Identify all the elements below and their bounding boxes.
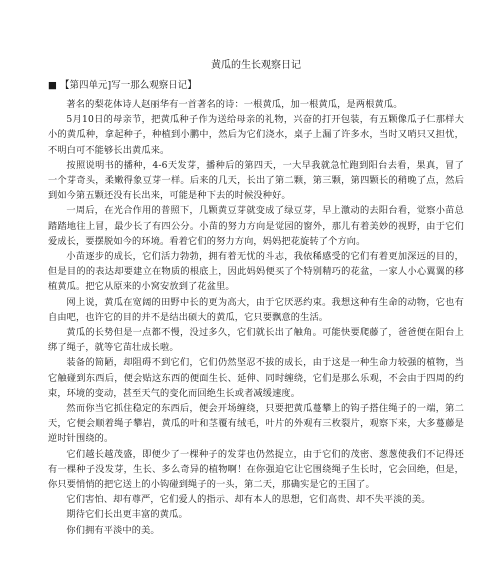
paragraph: 著名的梨花体诗人赵丽华有一首著名的诗：一根黄瓜，加一根黄瓜，是两根黄瓜。 — [66, 99, 403, 110]
paragraph: 期待它们长出更丰富的黄瓜。 — [66, 509, 188, 521]
paragraph: 网上说，黄瓜在宽阔的田野中长的更为高大，由于它厌恶约束。我想这种有生命的动物，它也有自由吧，也许它的目的并不是结出硕大的黄瓜，它只要飘意的生活。 — [48, 296, 464, 323]
section-heading — [48, 80, 197, 92]
paragraph: 一周后，在光合作用的普照下，几颗黄豆芽就变成了绿豆芽，早上激动的去阳台看，觉察小苗总踏踏地往上冒，最少长了有四公分。小苗的努力方向是觉园的窗外，那儿有着美妙的视野，由于它们爱成长，要摆脱如今的环境。看着它们的努力方向，妈妈把花旋转了个方向。 — [48, 205, 464, 247]
paragraph: 它们害怕、却有尊严，它们爱人的指示、却有本人的思想，它们高贵、却不失平淡的美。 — [66, 494, 431, 506]
paragraph: 你们拥有平淡中的美。 — [66, 524, 160, 536]
bullet-marker-icon: ■ — [48, 80, 57, 91]
paragraph: 黄瓜的长势但是一点都不慢，没过多久，它们就长出了触角。可能快要爬藤了，爸爸便在阳台上绑了绳子，就等它苗壮成长啦。 — [48, 327, 464, 354]
document-title: 黄瓜的生长观察日记 — [211, 60, 301, 71]
section-heading-text: 【第四单元]写一那么观察日记】 — [60, 80, 197, 91]
paragraph: 小苗逐步的成长，它们活力勃勃，拥有着无忧的斗志，我依稀感受的它们有着更加深远的目的，但是目的的表达却要建立在物质的根底上，因此妈妈便买了个特别精巧的花盆，一家人小心翼翼的移植黄瓜。把它从原来的小窝安放到了花盆里。 — [48, 251, 464, 293]
paragraph: 5月10日的母亲节，把黄瓜种子作为送给母亲的礼物，兴奋的打开包装，有五颗像瓜子仁那样大小的黄瓜种，拿起种子，种植到小鹏中，然后为它们浇水，桌子上漏了许多水，当时又哨只又担忧，不明白可不能够长出黄瓜来。 — [48, 114, 464, 156]
paragraph: 它们越长越茂盛，即便少了一棵种子的发芽也仍然捉立，由于它们的茂密、葱葱使我们不记得还有一棵种子没发芽，生长、多么奇异的植物啊！在你强迫它让它围绕绳子生长时，它会回绝，但是，你只要悄悄的把它送上的小钩碰到绳子的一头，第二天，那确实是它的王国了。 — [48, 448, 464, 491]
paragraph: 然而你当它抓住稳定的东西后，便会开场缠绕，只要把黄瓜蔓攀上的钩子搭住绳子的一端，第二天，它便会顺着绳子攀岩，黄瓜的叶和茎覆有绒毛，叶片的外观有三枚裂片，观察下来，大多蔓藤是逆时针围绕的。 — [48, 403, 464, 445]
paragraph: 按照说明书的播种，4-6天发芽，播种后的第四天，一大早我就急忙跑到阳台去看，果真，冒了一个芽奇头，柔嫩得象豆芽一样。后来的几天，长出了第二颗，第三颗，第四颗长的稍晚了点，然后到如今第五颗还没有长出来，可能是种下去的时候没种好。 — [48, 159, 464, 202]
document-body — [48, 97, 464, 538]
paragraph: 装备的简陋，却阻碍不到它们，它们仍然坚忍不拔的成长，由于这是一种生命力较强的植物，当它触碰到东西后，便会贴这东西的便面生长、延伸、同时缠绕，它们是那么乐观，不会由于四周的约束，环境的变动，甚至天气的变化而回绝生长或者减缓速度。 — [48, 357, 464, 399]
